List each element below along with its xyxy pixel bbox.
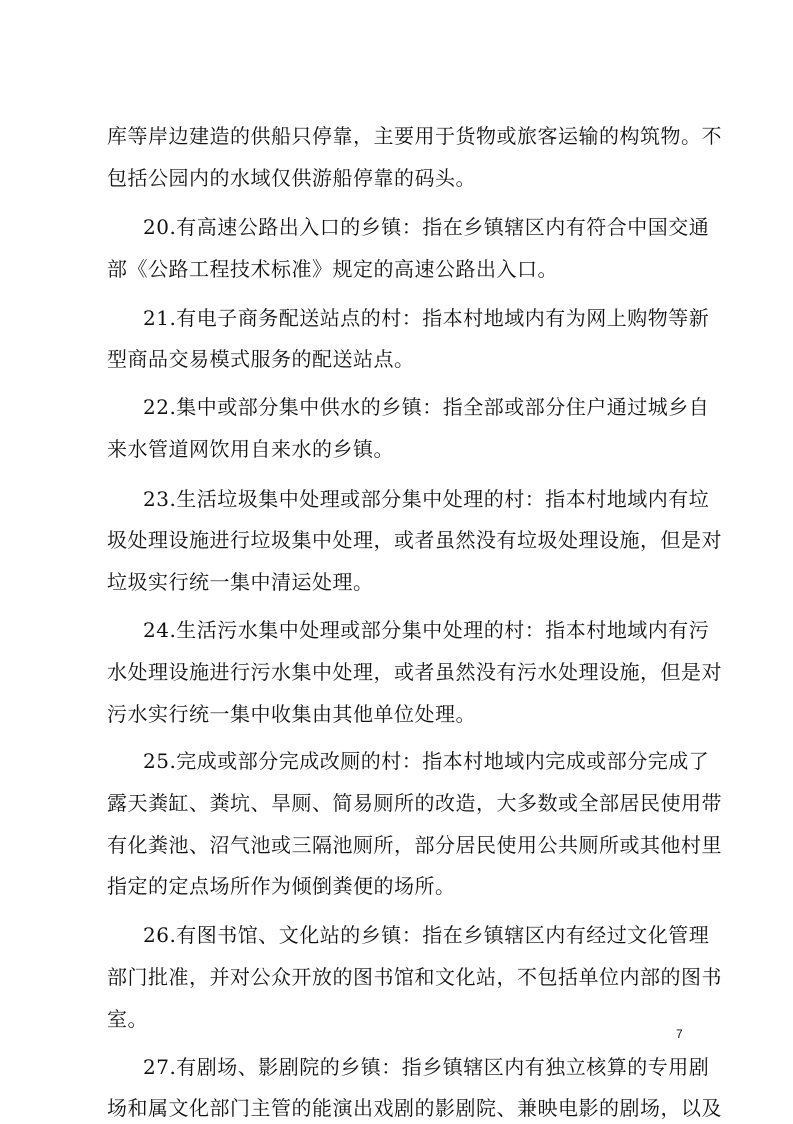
text-line: 指定的定点场所作为倾倒粪便的场所。 — [107, 874, 456, 898]
paragraph-item-22: 22.集中或部分集中供水的乡镇：指全部或部分住户通过城乡自 — [143, 395, 710, 419]
paragraph-item-23: 23.生活垃圾集中处理或部分集中处理的村：指本村地域内有垃 — [143, 487, 710, 511]
paragraph-item-25: 25.完成或部分完成改厕的村：指本村地域内完成或部分完成了 — [143, 749, 710, 773]
text-line: 型商品交易模式服务的配送站点。 — [107, 347, 415, 371]
text-line: 场和属文化部门主管的能演出戏剧的影剧院、兼映电影的剧场，以及 — [107, 1096, 722, 1120]
text-line: 污水实行统一集中收集由其他单位处理。 — [107, 702, 476, 726]
text-line: 圾处理设施进行垃圾集中处理，或者虽然没有垃圾处理设施，但是对 — [107, 528, 722, 552]
text-line: 部门批准，并对公众开放的图书馆和文化站，不包括单位内部的图书 — [107, 965, 722, 989]
paragraph-item-24: 24.生活污水集中处理或部分集中处理的村：指本村地域内有污 — [143, 618, 710, 642]
paragraph-item-20: 20.有高速公路出入口的乡镇：指在乡镇辖区内有符合中国交通 — [143, 215, 710, 239]
text-line: 部《公路工程技术标准》规定的高速公路出入口。 — [107, 257, 558, 281]
text-line: 室。 — [107, 1007, 148, 1031]
paragraph-item-21: 21.有电子商务配送站点的村：指本村地域内有为网上购物等新 — [143, 306, 710, 330]
text-line: 有化粪池、沼气池或三隔池厕所，部分居民使用公共厕所或其他村里 — [107, 833, 722, 857]
text-line: 包括公园内的水域仅供游船停靠的码头。 — [107, 166, 476, 190]
text-line: 库等岸边建造的供船只停靠，主要用于货物或旅客运输的构筑物。不 — [107, 124, 722, 148]
text-line: 水处理设施进行污水集中处理，或者虽然没有污水处理设施，但是对 — [107, 660, 722, 684]
paragraph-item-27: 27.有剧场、影剧院的乡镇：指乡镇辖区内有独立核算的专用剧 — [143, 1055, 710, 1079]
paragraph-item-26: 26.有图书馆、文化站的乡镇：指在乡镇辖区内有经过文化管理 — [143, 923, 710, 947]
page-number: 7 — [676, 1027, 683, 1041]
text-line: 来水管道网饮用自来水的乡镇。 — [107, 437, 394, 461]
text-line: 垃圾实行统一集中清运处理。 — [107, 570, 374, 594]
text-line: 露天粪缸、粪坑、旱厕、简易厕所的改造，大多数或全部居民使用带 — [107, 791, 722, 815]
